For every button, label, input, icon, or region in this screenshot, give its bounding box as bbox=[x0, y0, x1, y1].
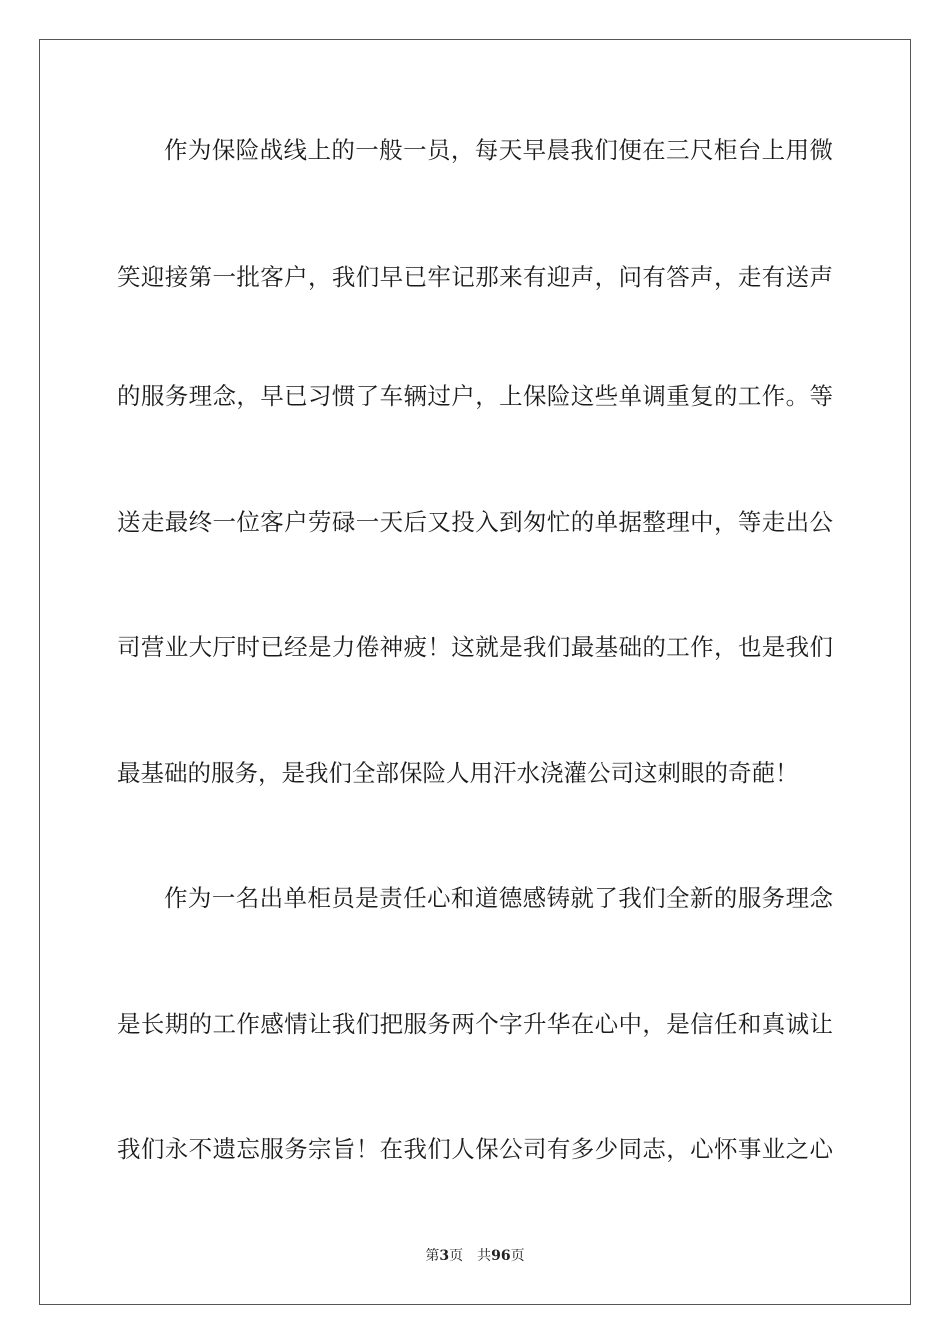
paragraph-2-line-2: 是长期的工作感情让我们把服务两个字升华在心中，是信任和真诚让 bbox=[117, 1010, 833, 1038]
page-suffix: 页 bbox=[449, 1248, 464, 1264]
paragraph-1-line-6: 最基础的服务，是我们全部保险人用汗水浇灌公司这刺眼的奇葩！ bbox=[117, 759, 799, 787]
paragraph-1-line-2: 笑迎接第一批客户，我们早已牢记那来有迎声，问有答声，走有送声 bbox=[117, 263, 833, 291]
total-suffix: 页 bbox=[510, 1248, 525, 1264]
paragraph-2-line-3: 我们永不遗忘服务宗旨！在我们人保公司有多少同志，心怀事业之心 bbox=[117, 1135, 833, 1163]
paragraph-1-line-3: 的服务理念，早已习惯了车辆过户，上保险这些单调重复的工作。等 bbox=[117, 382, 833, 410]
page-prefix: 第 bbox=[425, 1248, 440, 1264]
total-prefix: 共 bbox=[477, 1248, 492, 1264]
paragraph-1-line-1: 作为保险战线上的一般一员，每天早晨我们便在三尺柜台上用微 bbox=[164, 136, 833, 164]
page-number: 3 bbox=[439, 1248, 450, 1264]
page-footer bbox=[0, 1246, 950, 1266]
paragraph-1-line-5: 司营业大厅时已经是力倦神疲！这就是我们最基础的工作，也是我们 bbox=[117, 633, 833, 661]
paragraph-1-line-4: 送走最终一位客户劳碌一天后又投入到匆忙的单据整理中，等走出公 bbox=[117, 508, 833, 536]
total-pages: 96 bbox=[491, 1248, 511, 1264]
paragraph-2-line-1: 作为一名出单柜员是责任心和道德感铸就了我们全新的服务理念 bbox=[164, 884, 833, 912]
page-border bbox=[39, 39, 911, 1305]
